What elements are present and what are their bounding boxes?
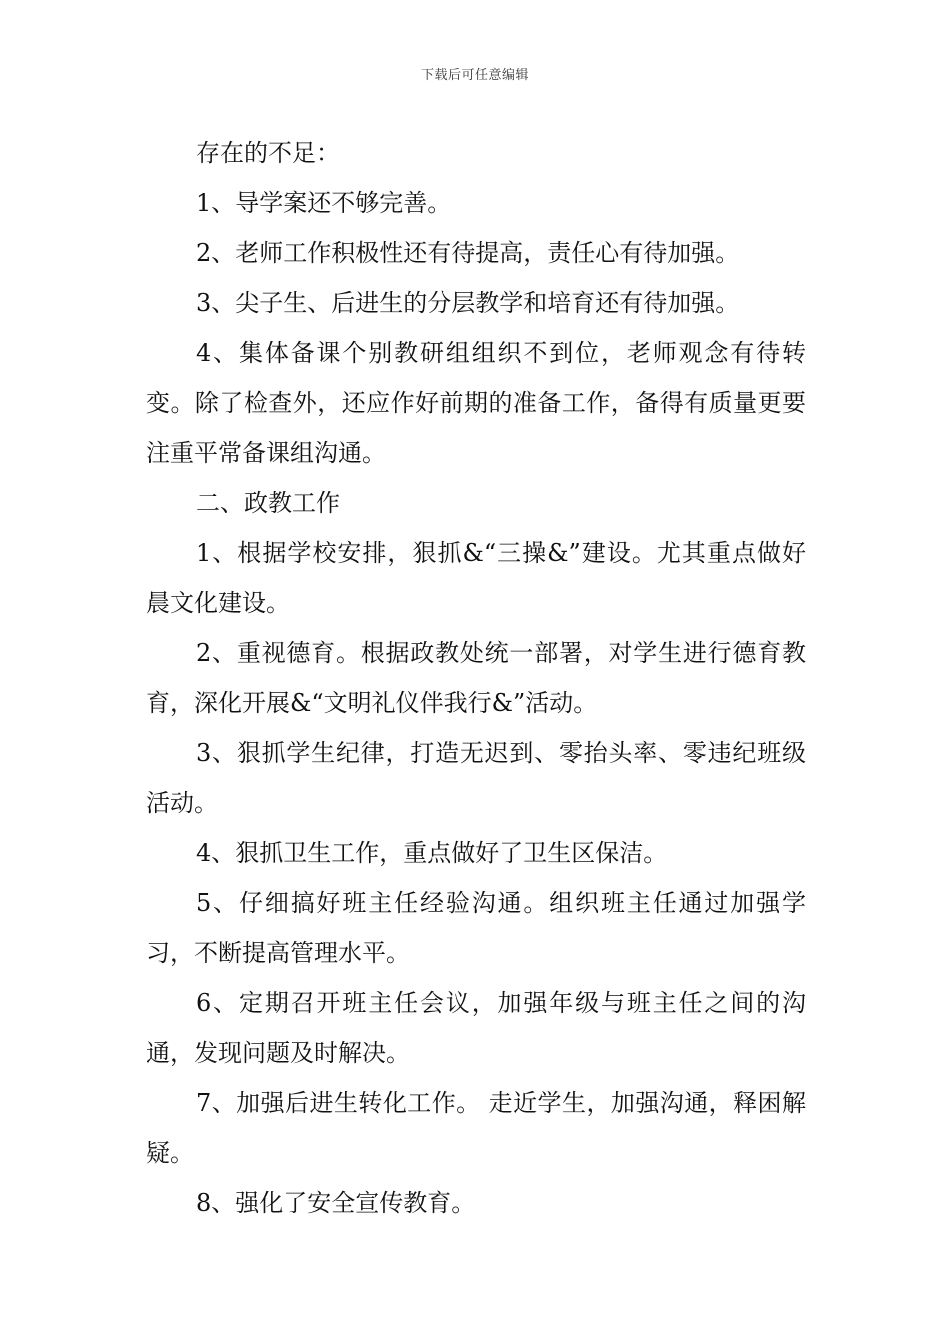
paragraph-work-6: 6、定期召开班主任会议，加强年级与班主任之间的沟通，发现问题及时解决。 [146,989,806,1067]
paragraph-work-2: 2、重视德育。根据政教处统一部署，对学生进行德育教育，深化开展&“文明礼仪伴我行&”活动。 [146,639,806,717]
paragraph-work-4: 4、狠抓卫生工作，重点做好了卫生区保洁。 [196,839,668,867]
paragraph-shortcoming-3: 3、尖子生、后进生的分层教学和培育还有待加强。 [196,289,740,317]
paragraph-shortcoming-1: 1、导学案还不够完善。 [196,189,452,217]
page-header: 下载后可任意编辑 [420,68,529,83]
paragraph-shortcoming-2: 2、老师工作积极性还有待提高，责任心有待加强。 [196,239,740,267]
paragraph-work-5: 5、仔细搞好班主任经验沟通。组织班主任通过加强学习，不断提高管理水平。 [146,889,806,967]
paragraph-shortcoming-4: 4、集体备课个别教研组组织不到位，老师观念有待转变。除了检查外，还应作好前期的准备工作，备得有质量更要注重平常备课组沟通。 [146,339,806,467]
section-heading-political-education: 二、政教工作 [196,489,340,517]
paragraph-work-3: 3、狠抓学生纪律，打造无迟到、零抬头率、零违纪班级活动。 [146,739,806,817]
paragraph-work-7: 7、加强后进生转化工作。 走近学生，加强沟通，释困解疑。 [146,1089,806,1167]
document-body [146,128,806,1228]
paragraph-work-1: 1、根据学校安排，狠抓&“三操&”建设。尤其重点做好晨文化建设。 [146,539,806,617]
paragraph-work-8: 8、强化了安全宣传教育。 [196,1189,476,1217]
paragraph-shortcomings-heading: 存在的不足： [196,139,340,167]
